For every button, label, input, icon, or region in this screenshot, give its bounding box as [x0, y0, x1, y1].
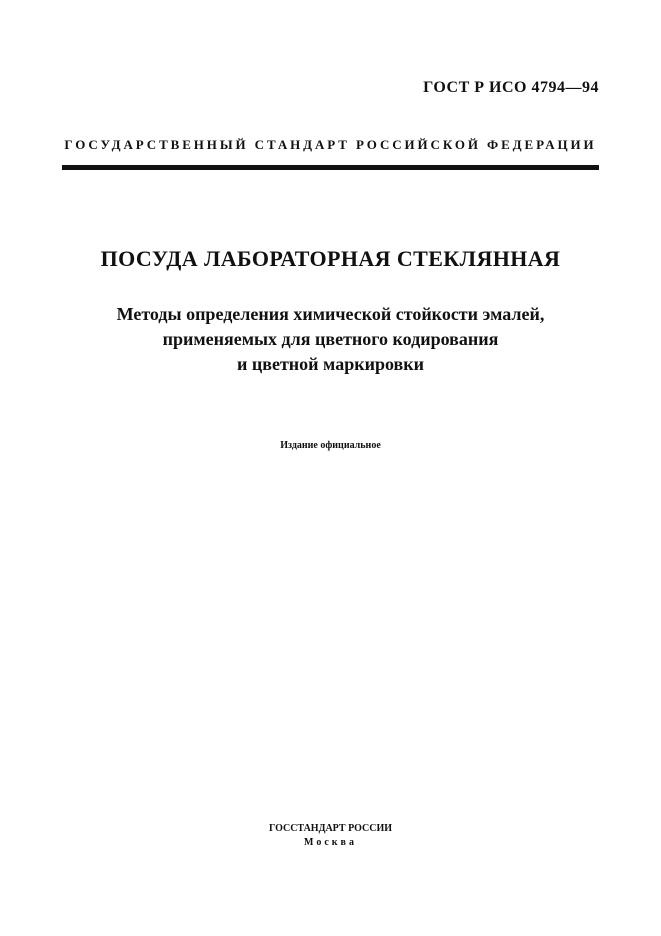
publisher-name: ГОССТАНДАРТ РОССИИ	[268, 823, 393, 834]
header-divider	[62, 165, 599, 170]
subtitle-line: Методы определения химической стойкости эмалей,	[116, 304, 545, 324]
subtitle-line: применяемых для цветного кодирования	[162, 329, 499, 349]
organization-name: ГОСУДАРСТВЕННЫЙ СТАНДАРТ РОССИЙСКОЙ ФЕДЕРАЦИИ	[64, 137, 597, 152]
publisher-city: Москва	[304, 837, 357, 848]
main-title: ПОСУДА ЛАБОРАТОРНАЯ СТЕКЛЯННАЯ	[100, 246, 561, 271]
document-number: ГОСТ Р ИСО 4794—94	[423, 79, 599, 96]
subtitle	[40, 302, 621, 377]
edition-label: Издание официальное	[280, 440, 381, 451]
subtitle-line: и цветной маркировки	[237, 354, 424, 374]
